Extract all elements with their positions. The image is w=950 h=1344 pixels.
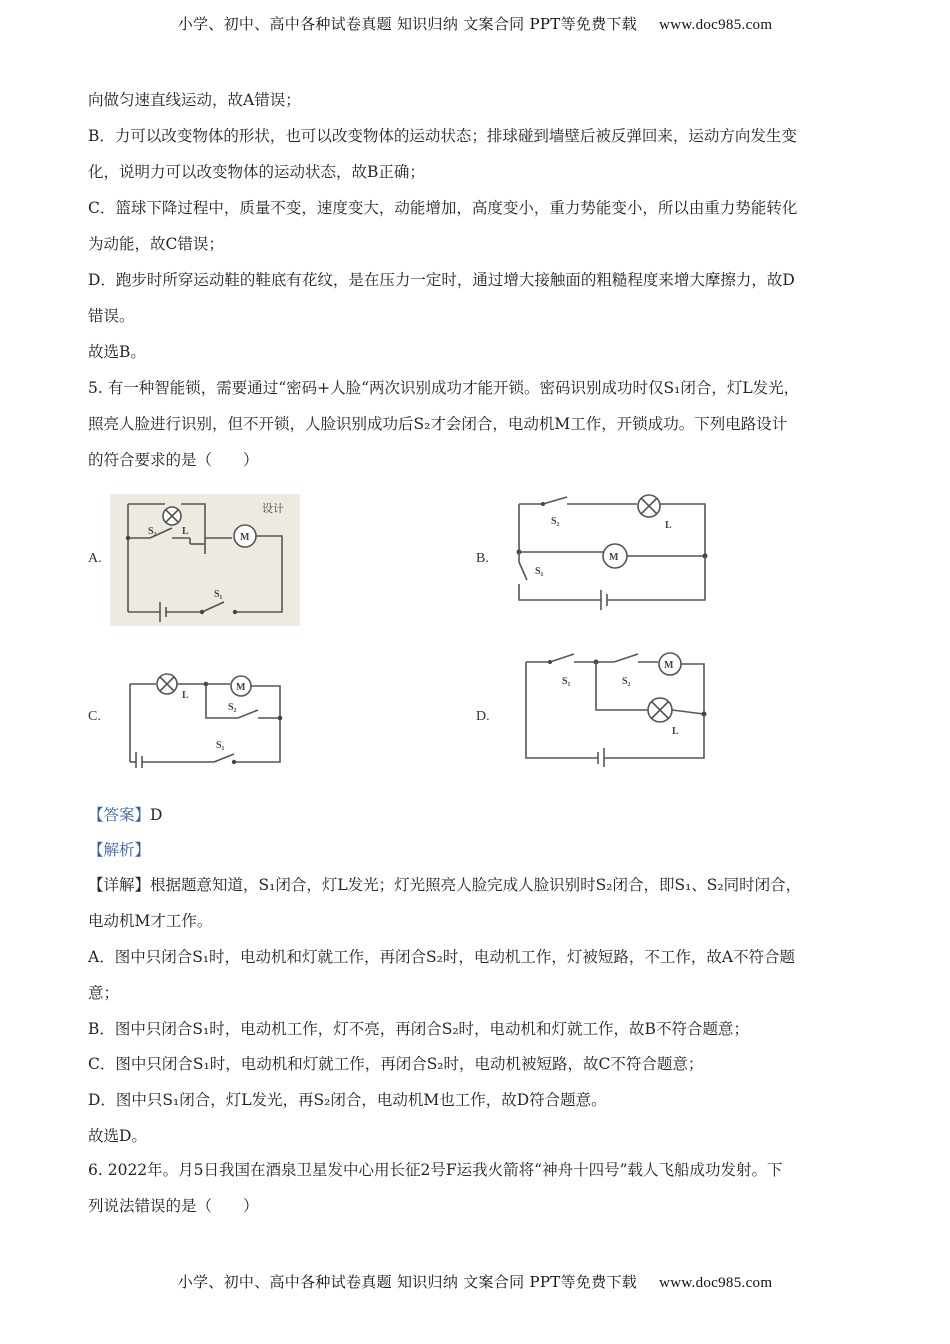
lamp-label: L [665, 520, 672, 531]
text-line: 化，说明力可以改变物体的运动状态，故B正确； [88, 163, 425, 181]
motor-label: M [240, 532, 250, 543]
text-line: 向做匀速直线运动，故A错误； [88, 91, 301, 109]
circuit-diagram-d [518, 652, 718, 767]
option-b-label: B. [476, 551, 489, 566]
option-c-label: C. [88, 709, 101, 724]
detail-tag: 【详解】 [88, 876, 151, 894]
explain-line: C．图中只闭合S₁时，电动机和灯就工作，再闭合S₂时，电动机被短路，故C不符合题意； [88, 1055, 704, 1073]
page-footer [0, 1271, 950, 1292]
question-5-line: 5. 有一种智能锁，需要通过“密码+人脸“两次识别成功才能开锁。密码识别成功时仅S₁闭合，灯L发光， [88, 379, 800, 397]
lamp-label: L [182, 690, 189, 701]
answer-tag: 【答案】 [88, 806, 151, 824]
s2-label: S₂ [148, 526, 157, 537]
s1-label: S₁ [562, 676, 571, 687]
footer-text: 小学、初中、高中各种试卷真题 知识归纳 文案合同 PPT等免费下载 [177, 1273, 638, 1291]
s2-label: S₂ [228, 702, 237, 713]
s1-label: S₁ [214, 589, 223, 600]
question-6-line: 6. 2022年。月5日我国在酒泉卫星发中心用长征2号F运我火箭将“神舟十四号”载人飞船成功发射。下 [88, 1161, 783, 1179]
option-d-label: D. [476, 709, 490, 724]
question-5-line: 照亮人脸进行识别，但不开锁，人脸识别成功后S₂才会闭合，电动机M工作，开锁成功。下列电路设计 [88, 415, 788, 433]
circuit-diagram-b [505, 494, 715, 624]
option-a-label: A. [88, 551, 102, 566]
explain-line: 电动机M才工作。 [88, 912, 213, 930]
text-line: 错误。 [88, 307, 135, 325]
lamp-label: L [672, 726, 679, 737]
text-line: D．跑步时所穿运动鞋的鞋底有花纹，是在压力一定时，通过增大接触面的粗糙程度来增大摩擦力，故D [88, 271, 795, 289]
s2-label: S₂ [622, 676, 631, 687]
watermark-fragment: 设计 [262, 503, 284, 515]
header-site[interactable]: www.doc985.com [659, 17, 773, 33]
explain-line: D．图中只S₁闭合，灯L发光，再S₂闭合，电动机M也工作，故D符合题意。 [88, 1091, 607, 1109]
text-line: 为动能，故C错误； [88, 235, 224, 253]
s1-label: S₁ [216, 740, 225, 751]
circuit-diagram-c [122, 668, 292, 768]
explain-text: 根据题意知道，S₁闭合，灯L发光；灯光照亮人脸完成人脸识别时S₂闭合，即S₁、S₂同时闭合， [150, 876, 802, 894]
motor-label: M [236, 682, 246, 693]
motor-label: M [664, 660, 674, 671]
answer-value: D [150, 806, 163, 824]
s1-label: S₁ [535, 566, 544, 577]
question-6-line: 列说法错误的是（ ） [88, 1197, 259, 1215]
text-line: B．力可以改变物体的形状，也可以改变物体的运动状态；排球碰到墙壁后被反弹回来，运动方向发生变 [88, 127, 797, 145]
analysis-tag: 【解析】 [88, 841, 151, 859]
page-header [0, 13, 950, 34]
text-line: 故选B。 [88, 343, 146, 361]
header-text: 小学、初中、高中各种试卷真题 知识归纳 文案合同 PPT等免费下载 [177, 15, 638, 33]
explain-line: 故选D。 [88, 1127, 147, 1145]
footer-site[interactable]: www.doc985.com [659, 1275, 773, 1291]
explain-line: B．图中只闭合S₁时，电动机工作，灯不亮，再闭合S₂时，电动机和灯就工作，故B不符合题意； [88, 1020, 749, 1038]
answer-line [88, 805, 162, 825]
circuit-diagram-a [110, 494, 300, 626]
explain-line: A．图中只闭合S₁时，电动机和灯就工作，再闭合S₂时，电动机工作，灯被短路，不工作，故A不符合题 [88, 948, 796, 966]
s2-label: S₂ [551, 516, 560, 527]
question-5-line: 的符合要求的是（ ） [88, 451, 259, 469]
explain-line [88, 875, 801, 895]
motor-label: M [609, 552, 619, 563]
lamp-label: L [182, 526, 189, 537]
text-line: C．篮球下降过程中，质量不变，速度变大，动能增加，高度变小，重力势能变小，所以由重力势能转化 [88, 199, 798, 217]
explain-line: 意； [88, 984, 120, 1002]
